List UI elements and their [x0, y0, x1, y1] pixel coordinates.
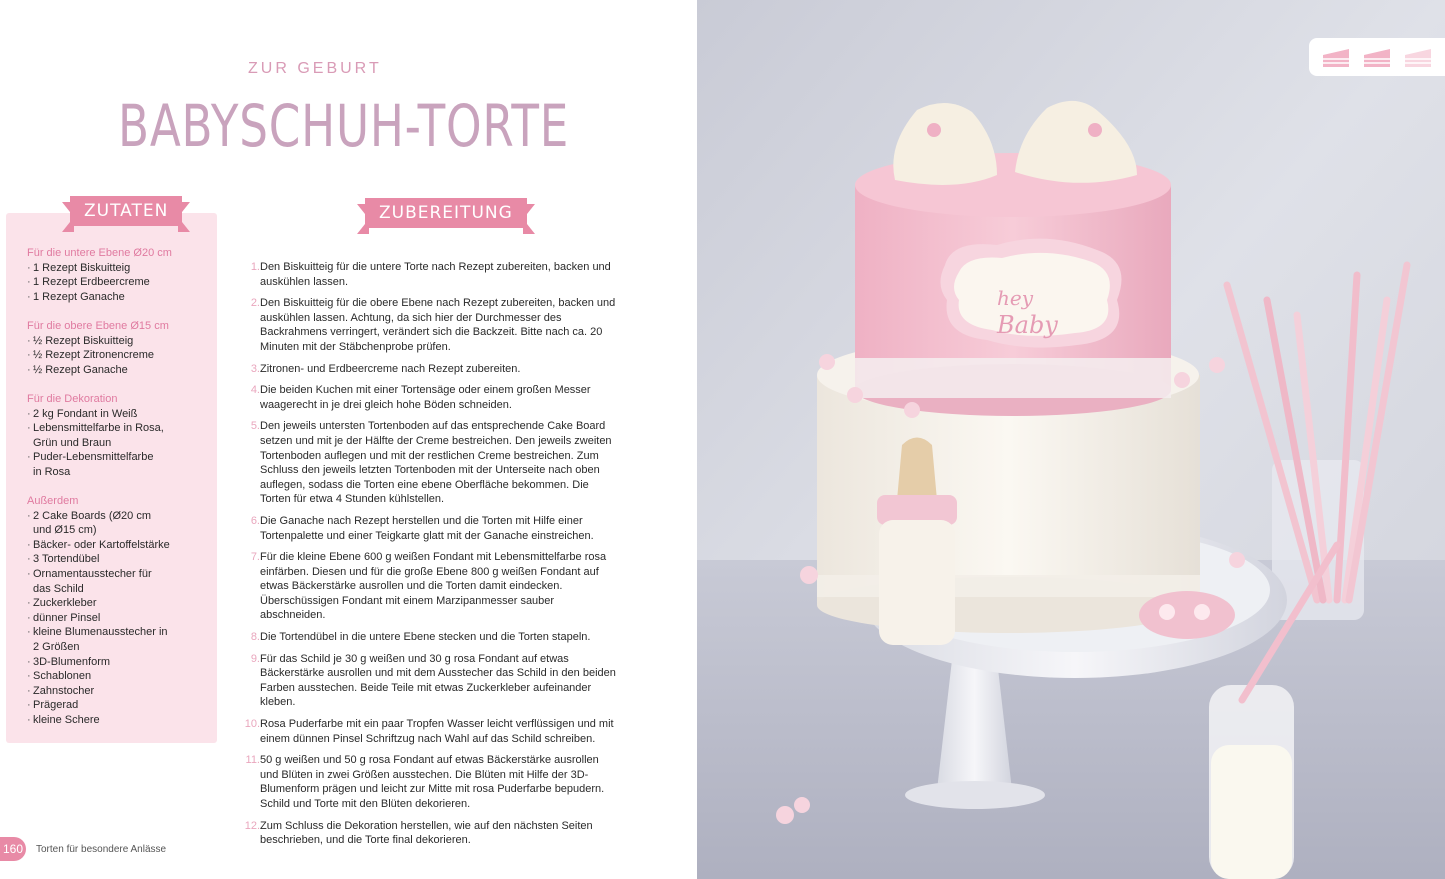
cake-slice-icon: [1362, 45, 1392, 69]
ingredient-text: ½ Rezept Biskuitteig: [33, 334, 134, 347]
ingredient-item: [27, 407, 212, 422]
ingredient-item: [27, 363, 212, 378]
cake-photo-illustration: [697, 0, 1445, 879]
ingredient-text: 1 Rezept Erdbeercreme: [33, 276, 150, 289]
ingredient-item: [27, 669, 212, 684]
preparation-step: [240, 630, 620, 645]
ingredient-item: [27, 421, 212, 450]
bullet: ·: [27, 626, 31, 639]
ingredient-text: kleine Blumenausstecher in 2 Größen: [33, 626, 168, 654]
page-footer: [0, 837, 166, 861]
bullet: ·: [27, 553, 31, 566]
step-number: 12.: [244, 819, 260, 832]
preparation-step: [240, 419, 620, 507]
step-text: 50 g weißen und 50 g rosa Fondant auf etwas Bäckerstärke ausrollen und Blüten in zwei Größen ausstechen. Die Blüten mit Hilfe der 3D-Blumenform prägen und leicht zur Mitte mit rosa Puderfarbe bepudern. Schild und Torte mit den Blüten dekorieren.: [260, 754, 605, 810]
ingredient-text: Lebensmittelfarbe in Rosa, Grün und Braun: [33, 422, 164, 449]
bullet: ·: [27, 334, 31, 347]
bullet: ·: [27, 699, 31, 712]
step-number: 10.: [244, 718, 260, 731]
ingredient-item: [27, 655, 212, 670]
preparation-step: [240, 383, 620, 412]
ingredient-item: [27, 625, 212, 654]
ingredient-item: [27, 713, 212, 728]
recipe-title: BABYSCHUH-TORTE: [118, 92, 570, 160]
ingredient-text: dünner Pinsel: [33, 611, 101, 624]
step-number: 8.: [250, 631, 260, 644]
step-number: 4.: [250, 384, 260, 397]
ingredient-text: Zuckerkleber: [33, 597, 97, 610]
ingredient-group: [27, 494, 212, 728]
step-number: 9.: [250, 652, 260, 665]
bullet: ·: [27, 568, 31, 581]
bullet: ·: [27, 276, 31, 289]
recipe-kicker: ZUR GEBURT: [248, 60, 382, 77]
plaque-text-baby: Baby: [997, 311, 1058, 339]
ingredient-text: kleine Schere: [33, 714, 100, 726]
bullet: ·: [27, 363, 31, 376]
step-text: Zum Schluss die Dekoration herstellen, wie auf den nächsten Seiten beschrieben, und die Torte final dekorieren.: [260, 819, 593, 847]
bullet: ·: [27, 684, 31, 697]
bullet: ·: [27, 422, 31, 435]
ingredient-item: [27, 509, 212, 538]
ingredient-item: [27, 334, 212, 349]
bullet: ·: [27, 655, 31, 668]
bullet: ·: [27, 261, 31, 274]
ingredient-item: [27, 684, 212, 699]
ingredient-group-heading: Für die untere Ebene Ø20 cm: [27, 247, 172, 259]
step-text: Zitronen- und Erdbeercreme nach Rezept zubereiten.: [260, 362, 521, 375]
preparation-step: [240, 550, 620, 623]
ingredient-text: 2 Cake Boards (Ø20 cm und Ø15 cm): [33, 509, 151, 537]
bullet: ·: [27, 611, 31, 624]
ingredient-item: [27, 275, 212, 290]
preparation-step: [240, 514, 620, 543]
ingredient-group: [27, 246, 212, 304]
step-text: Die Ganache nach Rezept herstellen und die Torten mit Hilfe einer Tortenpalette und einer Teigkarte glatt mit der Ganache einstreichen.: [260, 514, 594, 542]
step-number: 3.: [250, 362, 260, 375]
ingredient-item: [27, 698, 212, 713]
ingredient-text: ½ Rezept Ganache: [33, 363, 128, 376]
ingredient-text: ½ Rezept Zitronencreme: [33, 349, 155, 362]
preparation-label: ZUBEREITUNG: [365, 198, 527, 228]
bullet: ·: [27, 714, 31, 726]
step-text: Die beiden Kuchen mit einer Tortensäge oder einem großen Messer waagerecht in je drei gleich hohe Böden schneiden.: [260, 384, 591, 411]
ingredient-group-heading: Außerdem: [27, 495, 79, 508]
step-number: 1.: [250, 261, 260, 273]
step-number: 6.: [250, 514, 260, 527]
preparation-step: [240, 819, 620, 848]
preparation-step: [240, 753, 620, 811]
ingredient-group: [27, 392, 212, 480]
ingredient-group: [27, 319, 212, 377]
step-number: 5.: [250, 420, 260, 433]
plaque-text-hey: hey: [997, 286, 1034, 310]
ingredients-label: ZUTATEN: [70, 196, 182, 226]
hey-baby-plaque: [940, 239, 1121, 348]
step-text: Für das Schild je 30 g weißen und 30 g rosa Fondant auf etwas Bäckerstärke ausrollen und mit dem Ausstecher das Schild in den beiden Farben ausstechen. Beide Teile mit etwas Zuckerkleber aufeinander kleben.: [260, 652, 616, 709]
ingredient-text: 2 kg Fondant in Weiß: [33, 407, 138, 420]
step-text: Die Tortendübel in die untere Ebene stecken und die Torten stapeln.: [260, 631, 591, 644]
bullet: ·: [27, 349, 31, 362]
ingredient-text: 3D-Blumenform: [33, 655, 111, 668]
cake-photo: [697, 0, 1445, 879]
step-text: Den Biskuitteig für die obere Ebene nach Rezept zubereiten, backen und auskühlen lassen. Achtung, da sich hier der Durchmesser des Backrahmens verringert, verändert sich die Backzeit. Bitte nach ca. 20 Minuten mit der Stäbchenprobe prüfen.: [260, 297, 616, 353]
ingredients-ribbon: [62, 196, 190, 226]
ingredient-group-heading: Für die Dekoration: [27, 392, 118, 405]
preparation-ribbon: [357, 198, 535, 228]
ingredient-item: [27, 567, 212, 596]
ingredient-item: [27, 450, 212, 479]
pacifier: [1139, 591, 1235, 639]
ingredient-item: [27, 611, 212, 626]
ingredient-group-heading: Für die obere Ebene Ø15 cm: [27, 319, 169, 332]
preparation-step: [240, 296, 620, 354]
ingredient-text: Puder-Lebensmittelfarbe in Rosa: [33, 451, 154, 478]
preparation-step: [240, 652, 620, 710]
bullet: ·: [27, 407, 31, 420]
bullet: ·: [27, 451, 31, 464]
ingredient-text: Bäcker- oder Kartoffelstärke: [33, 538, 170, 551]
ingredient-text: 1 Rezept Ganache: [33, 290, 125, 303]
preparation-step: [240, 362, 620, 377]
ingredient-text: Zahnstocher: [33, 684, 95, 697]
bullet: ·: [27, 670, 31, 683]
step-number: 2.: [250, 297, 260, 310]
ingredient-item: [27, 552, 212, 567]
ingredient-text: Prägerad: [33, 699, 79, 712]
difficulty-rating: [1309, 38, 1445, 76]
left-page: [0, 0, 697, 879]
ingredient-item: [27, 538, 212, 553]
ingredient-item: [27, 596, 212, 611]
step-text: Rosa Puderfarbe mit ein paar Tropfen Wasser leicht verflüssigen und mit einem dünnen Pinsel Schriftzug nach Wahl auf das Schild schreiben.: [260, 718, 614, 745]
ingredient-text: Ornamentausstecher für das Schild: [33, 568, 152, 595]
ingredient-text: Schablonen: [33, 670, 92, 683]
step-text: Den Biskuitteig für die untere Torte nach Rezept zubereiten, backen und auskühlen lassen.: [260, 261, 611, 288]
step-number: 11.: [245, 754, 260, 767]
bullet: ·: [27, 509, 31, 522]
bullet: ·: [27, 290, 31, 303]
ingredient-item: [27, 290, 212, 305]
footer-section: Torten für besondere Anlässe: [36, 843, 167, 855]
preparation-steps: [240, 260, 620, 855]
page-number: 160: [0, 837, 26, 861]
preparation-step: [240, 717, 620, 746]
preparation-step: [240, 260, 620, 289]
step-text: Für die kleine Ebene 600 g weißen Fondant mit Lebensmittelfarbe rosa einfärben. Diesen und für die große Ebene 800 g weißen Fondant auf etwas Bäckerstärke ausrollen und die Torten damit eindecken. Überschüssigen Fondant mit einem Marzipanmesser sauber abschneiden.: [260, 551, 607, 622]
step-number: 7.: [250, 551, 260, 564]
ingredient-item: [27, 348, 212, 363]
bullet: ·: [27, 538, 31, 551]
cake-slice-icon: [1321, 45, 1351, 69]
ingredient-item: [27, 261, 212, 276]
ingredient-text: 3 Tortendübel: [33, 553, 100, 566]
cake-slice-icon: [1403, 45, 1433, 69]
ingredient-text: 1 Rezept Biskuitteig: [33, 261, 131, 274]
step-text: Den jeweils untersten Tortenboden auf das entsprechende Cake Board setzen und mit je der Hälfte der Creme bestreichen. Den jeweils zweiten Tortenboden auflegen und mit der restlichen Creme bestreichen. Zum Schluss den jeweils letzten Tortenboden mit der Unterseite nach oben auflegen, sodass die Torten eine ebene Oberfläche bekommen. Die Torten für etwa 4 Stunden kühlstellen.: [260, 420, 612, 506]
ingredients-list: [27, 246, 212, 742]
bullet: ·: [27, 597, 31, 610]
